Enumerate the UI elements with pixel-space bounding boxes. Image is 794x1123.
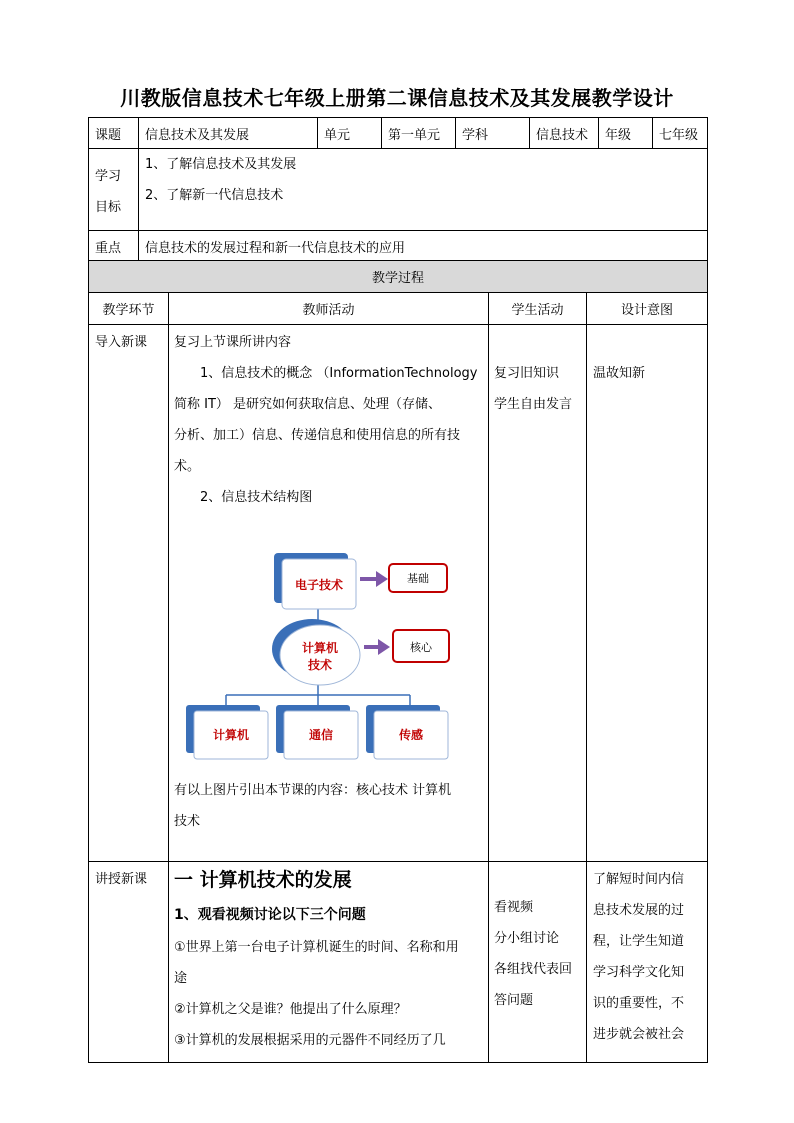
question-line: ③计算机的发展根据采用的元器件不同经历了几 xyxy=(174,1033,446,1048)
concept-line: 分析、加工）信息、传递信息和使用信息的所有技 xyxy=(174,428,461,443)
student-activity: 看视频 xyxy=(494,900,534,915)
intro-teacher xyxy=(169,325,489,862)
design-intent: 进步就会被社会 xyxy=(593,1027,685,1042)
process-table xyxy=(88,260,708,1063)
col-stage: 教学环节 xyxy=(89,293,169,325)
design-intent: 程，让学生知道 xyxy=(593,934,685,949)
goals-label-line2: 目标 xyxy=(95,199,122,215)
student-activity: 学生自由发言 xyxy=(494,397,573,412)
node-electronic-tech xyxy=(274,553,356,609)
lead-line: 有以上图片引出本节课的内容：核心技术 计算机 xyxy=(174,783,452,798)
arrow-icon xyxy=(360,571,388,587)
design-intent: 温故知新 xyxy=(593,366,646,381)
goal-item: 1、了解信息技术及其发展 xyxy=(145,157,297,172)
unit-value: 第一单元 xyxy=(382,118,456,149)
question-line: ①世界上第一台电子计算机诞生的时间、名称和用 xyxy=(174,940,459,955)
node-label: 电子技术 xyxy=(294,578,344,592)
lecture-teacher xyxy=(169,862,489,1063)
lecture-stage-label: 讲授新课 xyxy=(95,872,148,887)
concept-line: 术。 xyxy=(174,459,201,474)
student-activity: 分小组讨论 xyxy=(494,931,560,946)
concept-line: 1、信息技术的概念 （InformationTechnology xyxy=(200,366,478,381)
node-leaf-communication xyxy=(276,705,358,759)
lecture-student xyxy=(489,862,587,1063)
topic-value: 信息技术及其发展 xyxy=(139,118,318,149)
intro-review: 复习上节课所讲内容 xyxy=(174,335,292,350)
question-line: 途 xyxy=(174,971,188,986)
arrow-icon xyxy=(364,639,390,655)
lecture-stage xyxy=(89,862,169,1063)
design-intent: 了解短时间内信 xyxy=(593,872,685,887)
subject-label: 学科 xyxy=(456,118,530,149)
process-title: 教学过程 xyxy=(89,261,708,293)
structure-title: 2、信息技术结构图 xyxy=(200,490,313,505)
lecture-intent xyxy=(587,862,708,1063)
header-table xyxy=(88,117,708,262)
goal-item: 2、了解新一代信息技术 xyxy=(145,188,284,203)
student-activity: 各组找代表回 xyxy=(494,962,573,977)
intro-intent xyxy=(587,325,708,862)
node-leaf-sensing xyxy=(366,705,448,759)
intro-stage-label: 导入新课 xyxy=(95,335,148,350)
design-intent: 识的重要性，不 xyxy=(593,996,685,1011)
col-intent: 设计意图 xyxy=(587,293,708,325)
node-label: 通信 xyxy=(308,728,334,742)
goals-label-line1: 学习 xyxy=(95,168,122,184)
node-label: 传感 xyxy=(398,728,424,742)
question-line: ②计算机之父是谁？他提出了什么原理？ xyxy=(174,1002,407,1017)
grade-value: 七年级 xyxy=(653,118,708,149)
note-core: 核心 xyxy=(410,641,432,654)
col-student: 学生活动 xyxy=(489,293,587,325)
col-teacher: 教师活动 xyxy=(169,293,489,325)
student-activity: 答问题 xyxy=(494,993,534,1008)
lecture-subheading: 1、观看视频讨论以下三个问题 xyxy=(174,907,366,923)
concept-line: 简称 IT） 是研究如何获取信息、处理（存储、 xyxy=(174,397,442,412)
topic-label: 课题 xyxy=(89,118,139,149)
unit-label: 单元 xyxy=(318,118,382,149)
design-intent: 学习科学文化知 xyxy=(593,965,685,980)
focus-value: 信息技术的发展过程和新一代信息技术的应用 xyxy=(139,231,708,262)
node-label: 计算机 xyxy=(212,728,250,742)
design-intent: 息技术发展的过 xyxy=(593,903,685,918)
subject-value: 信息技术 xyxy=(530,118,599,149)
node-label: 计算机 xyxy=(301,641,339,655)
intro-student xyxy=(489,325,587,862)
goals-list xyxy=(139,149,708,231)
intro-stage xyxy=(89,325,169,862)
node-leaf-computer xyxy=(186,705,268,759)
focus-label: 重点 xyxy=(89,231,139,262)
node-computer-tech xyxy=(272,619,360,685)
goals-label xyxy=(89,149,139,231)
student-activity: 复习旧知识 xyxy=(494,366,560,381)
document-title: 川教版信息技术七年级上册第二课信息技术及其发展教学设计 xyxy=(120,86,674,110)
lead-line: 技术 xyxy=(174,814,201,829)
note-foundation: 基础 xyxy=(407,572,429,585)
node-label: 技术 xyxy=(307,658,333,672)
lecture-heading: 一 计算机技术的发展 xyxy=(174,869,352,891)
grade-label: 年级 xyxy=(599,118,653,149)
structure-diagram xyxy=(174,513,482,775)
